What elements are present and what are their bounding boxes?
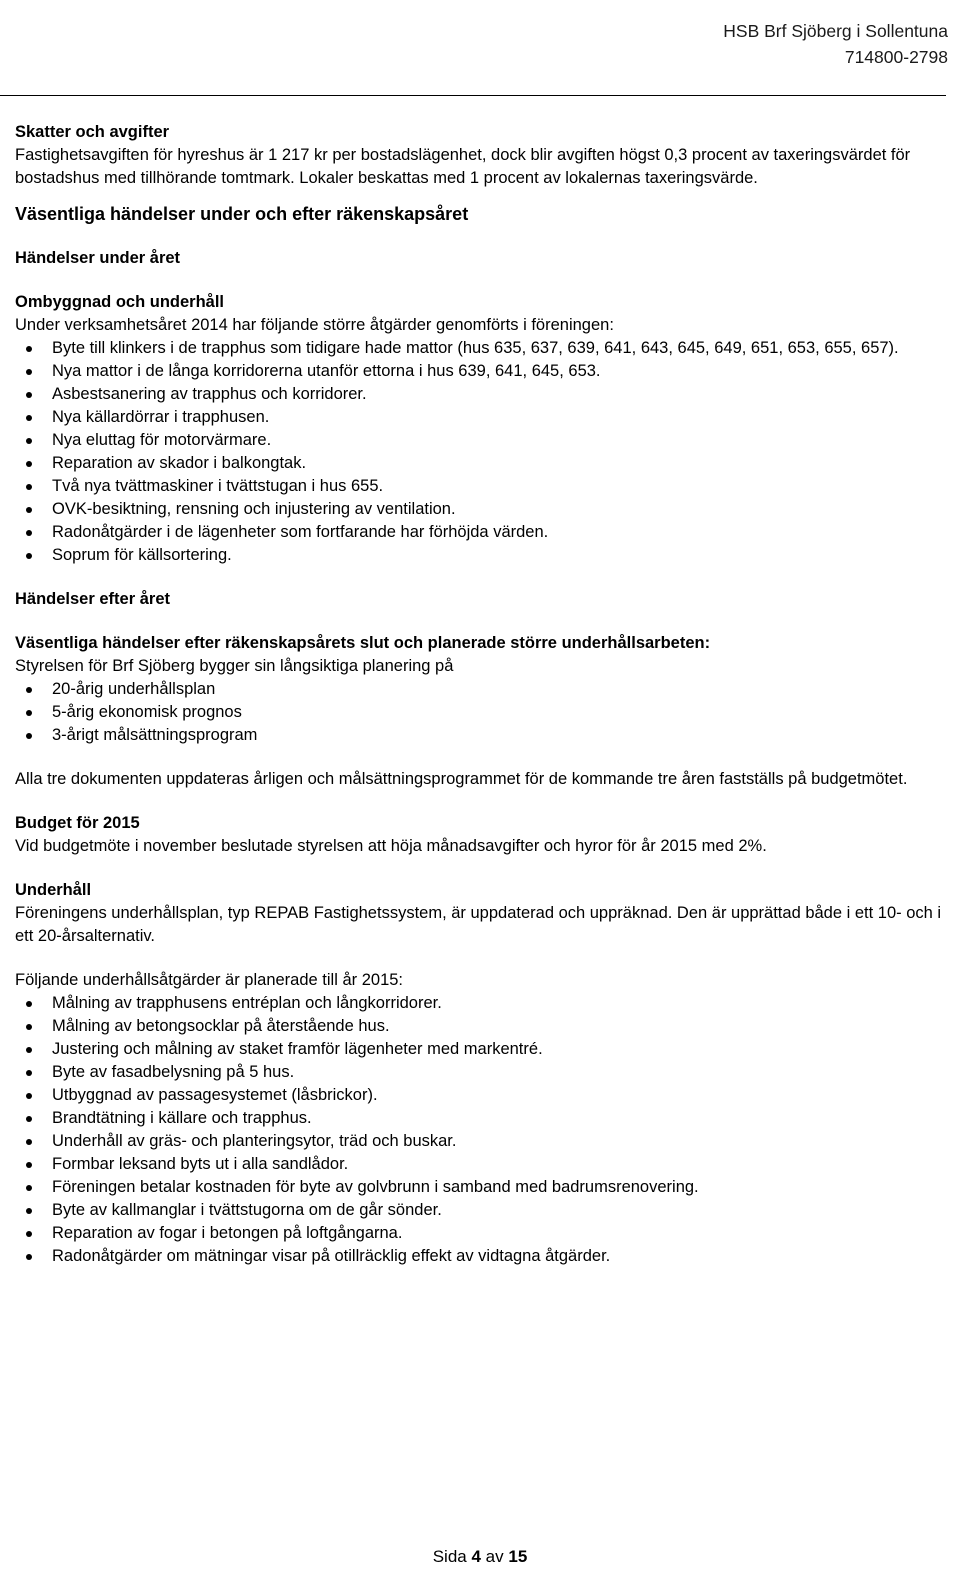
list-item: OVK-besiktning, rensning och injustering av ventilation. xyxy=(15,498,945,521)
bullet-icon xyxy=(26,1001,32,1007)
bullet-icon xyxy=(26,1116,32,1122)
budget-heading: Budget för 2015 xyxy=(15,814,140,832)
underhall-intro: Följande underhållsåtgärder är planerade till år 2015: xyxy=(15,971,403,989)
skatter-text: Fastighetsavgiften för hyreshus är 1 217 kr per bostadslägenhet, dock blir avgiften högst 0,3 procent av taxeringsvärdet för bostadshus med tillhörande tomtmark. Lokaler beskattas med 1 procent av lokalernas taxeringsvärde. xyxy=(15,146,911,187)
document-body xyxy=(15,121,945,1268)
bullet-icon xyxy=(26,733,32,739)
bullet-icon xyxy=(26,369,32,375)
bullet-icon xyxy=(26,1024,32,1030)
bullet-icon xyxy=(26,438,32,444)
list-item: Brandtätning i källare och trapphus. xyxy=(15,1107,945,1130)
list-item: Underhåll av gräs- och planteringsytor, träd och buskar. xyxy=(15,1130,945,1153)
bullet-icon xyxy=(26,1047,32,1053)
under-aret-list xyxy=(15,337,945,567)
list-item: Målning av trapphusens entréplan och långkorridorer. xyxy=(15,992,945,1015)
header-org-number: 714800-2798 xyxy=(844,47,948,67)
bullet-icon xyxy=(26,1070,32,1076)
efter-aret-subheading: Väsentliga händelser efter räkenskapsårets slut och planerade större underhållsarbeten: xyxy=(15,634,711,652)
list-item: Radonåtgärder om mätningar visar på otillräcklig effekt av vidtagna åtgärder. xyxy=(15,1245,945,1268)
bullet-icon xyxy=(26,710,32,716)
budget-text: Vid budgetmöte i november beslutade styrelsen att höja månadsavgifter och hyror för år 2015 med 2%. xyxy=(15,837,767,855)
footer-page-number: 4 xyxy=(471,1547,481,1566)
list-item: Byte av fasadbelysning på 5 hus. xyxy=(15,1061,945,1084)
bullet-icon xyxy=(26,1208,32,1214)
bullet-icon xyxy=(26,507,32,513)
skatter-heading: Skatter och avgifter xyxy=(15,123,170,141)
underhall-text: Föreningens underhållsplan, typ REPAB Fastighetssystem, är uppdaterad och uppräknad. Den är upprättad både i ett 10- och i ett 20-årsalternativ. xyxy=(15,904,942,945)
bullet-icon xyxy=(26,1162,32,1168)
list-item: Asbestsanering av trapphus och korridorer. xyxy=(15,383,945,406)
efter-aret-intro: Styrelsen för Brf Sjöberg bygger sin långsiktiga planering på xyxy=(15,657,454,675)
bullet-icon xyxy=(26,1231,32,1237)
page-header xyxy=(723,18,948,70)
efter-aret-heading: Händelser efter året xyxy=(15,590,170,608)
list-item: Nya mattor i de långa korridorerna utanför ettorna i hus 639, 641, 645, 653. xyxy=(15,360,945,383)
list-item: Två nya tvättmaskiner i tvättstugan i hus 655. xyxy=(15,475,945,498)
header-divider xyxy=(0,95,946,96)
bullet-icon xyxy=(26,1093,32,1099)
page-footer xyxy=(0,1545,960,1568)
list-item: Radonåtgärder i de lägenheter som fortfarande har förhöjda värden. xyxy=(15,521,945,544)
list-item: 5-årig ekonomisk prognos xyxy=(15,701,945,724)
bullet-icon xyxy=(26,1254,32,1260)
underhall-heading: Underhåll xyxy=(15,881,92,899)
underhall-list xyxy=(15,992,945,1268)
bullet-icon xyxy=(26,484,32,490)
efter-aret-note: Alla tre dokumenten uppdateras årligen och målsättningsprogrammet för de kommande tre åren fastställs på budgetmötet. xyxy=(15,770,908,788)
bullet-icon xyxy=(26,415,32,421)
under-aret-heading: Händelser under året xyxy=(15,249,181,267)
bullet-icon xyxy=(26,346,32,352)
bullet-icon xyxy=(26,553,32,559)
list-item: Justering och målning av staket framför lägenheter med markentré. xyxy=(15,1038,945,1061)
list-item: 20-årig underhållsplan xyxy=(15,678,945,701)
list-item: Nya eluttag för motorvärmare. xyxy=(15,429,945,452)
header-org-name: HSB Brf Sjöberg i Sollentuna xyxy=(723,21,948,41)
bullet-icon xyxy=(26,461,32,467)
footer-page-of: av xyxy=(485,1547,504,1566)
list-item: Reparation av skador i balkongtak. xyxy=(15,452,945,475)
bullet-icon xyxy=(26,392,32,398)
bullet-icon xyxy=(26,1139,32,1145)
under-aret-intro: Under verksamhetsåret 2014 har följande större åtgärder genomförts i föreningen: xyxy=(15,316,614,334)
vasentliga-heading: Väsentliga händelser under och efter räkenskapsåret xyxy=(15,204,469,224)
list-item: 3-årigt målsättningsprogram xyxy=(15,724,945,747)
list-item: Formbar leksand byts ut i alla sandlådor. xyxy=(15,1153,945,1176)
list-item: Byte till klinkers i de trapphus som tidigare hade mattor (hus 635, 637, 639, 641, 643, 645, 649, 651, 653, 655, 657). xyxy=(15,337,945,360)
bullet-icon xyxy=(26,530,32,536)
list-item: Nya källardörrar i trapphusen. xyxy=(15,406,945,429)
list-item: Soprum för källsortering. xyxy=(15,544,945,567)
efter-aret-list xyxy=(15,678,945,747)
list-item: Reparation av fogar i betongen på loftgångarna. xyxy=(15,1222,945,1245)
list-item: Föreningen betalar kostnaden för byte av golvbrunn i samband med badrumsrenovering. xyxy=(15,1176,945,1199)
bullet-icon xyxy=(26,687,32,693)
list-item: Byte av kallmanglar i tvättstugorna om de går sönder. xyxy=(15,1199,945,1222)
bullet-icon xyxy=(26,1185,32,1191)
ombyggnad-heading: Ombyggnad och underhåll xyxy=(15,293,225,311)
section-skatter xyxy=(15,121,945,190)
footer-page-total: 15 xyxy=(508,1547,528,1566)
list-item: Utbyggnad av passagesystemet (låsbrickor). xyxy=(15,1084,945,1107)
list-item: Målning av betongsocklar på återstående hus. xyxy=(15,1015,945,1038)
footer-page-prefix: Sida xyxy=(432,1547,467,1566)
